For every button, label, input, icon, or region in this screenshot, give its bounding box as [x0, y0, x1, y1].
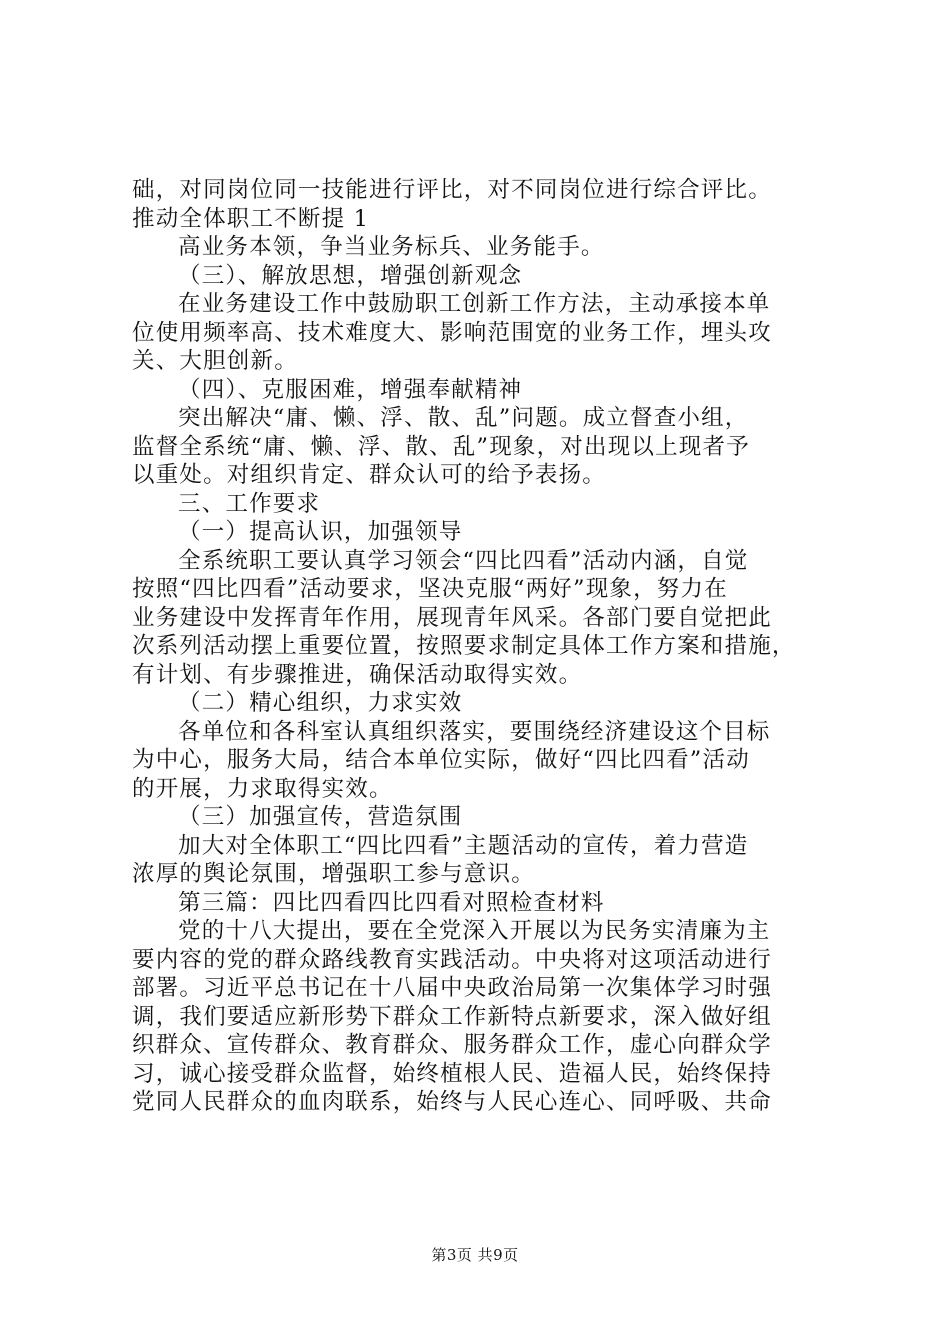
text-line: 推动全体职工不断提 1 — [132, 205, 370, 232]
text-line: 为中心，服务大局，结合本单位实际，做好“四比四看”活动 — [132, 747, 750, 773]
text-line: 按照“四比四看”活动要求，坚决克服“两好”现象，努力在 — [132, 576, 728, 602]
text-line: 有计划、有步骤推进，确保活动取得实效。 — [132, 661, 583, 688]
text-line: 部署。习近平总书记在十八届中央政治局第一次集体学习时强 — [132, 975, 772, 1001]
text-line: 础，对同岗位同一技能进行评比，对不同岗位进行综合评比。 — [132, 177, 772, 203]
document-body — [132, 176, 832, 1117]
text-line: （三）加强宣传，营造氛围 — [178, 804, 463, 830]
text-line: （三）、解放思想，增强创新观念 — [178, 262, 523, 289]
text-line: 位使用频率高、技术难度大、影响范围宽的业务工作，埋头攻 — [132, 319, 772, 346]
text-line: （二）精心组织，力求实效 — [178, 690, 463, 716]
text-line: 党同人民群众的血肉联系，始终与人民心连心、同呼吸、共命 — [132, 1089, 772, 1115]
text-line: 习，诚心接受群众监督，始终植根人民、造福人民，始终保持 — [132, 1060, 772, 1087]
text-line: 关、大胆创新。 — [132, 348, 298, 374]
text-line: （四）、克服困难，增强奉献精神 — [178, 376, 523, 403]
text-line: 党的十八大提出，要在全党深入开展以为民务实清廉为主 — [178, 918, 771, 944]
page-footer: 第3页 共9页 — [431, 1246, 519, 1264]
text-line: 次系列活动摆上重要位置，按照要求制定具体工作方案和措施， — [132, 633, 796, 659]
text-line: 高业务本领，争当业务标兵、业务能手。 — [178, 234, 605, 260]
text-line: 监督全系统“庸、懒、浮、散、乱”现象，对出现以上现者予 — [132, 433, 750, 460]
text-line: 加大对全体职工“四比四看”主题活动的宣传，着力营造 — [178, 832, 749, 859]
text-line: 以重处。对组织肯定、群众认可的给予表扬。 — [132, 462, 607, 488]
text-line: 业务建设中发挥青年作用，展现青年风采。各部门要自觉把此 — [132, 604, 772, 631]
text-line: 调，我们要适应新形势下群众工作新特点新要求，深入做好组 — [132, 1003, 772, 1030]
text-line: 的开展，力求取得实效。 — [132, 775, 393, 802]
text-line: 织群众、宣传群众、教育群众、服务群众工作，虚心向群众学 — [132, 1032, 772, 1058]
text-line: 在业务建设工作中鼓励职工创新工作方法，主动承接本单 — [178, 291, 771, 317]
text-line: 各单位和各科室认真组织落实，要围绕经济建设这个目标 — [178, 718, 771, 745]
text-line: 浓厚的舆论氛围，增强职工参与意识。 — [132, 861, 535, 887]
text-line: 要内容的党的群众路线教育实践活动。中央将对这项活动进行 — [132, 946, 772, 973]
text-line: 三、工作要求 — [178, 490, 321, 517]
text-line: 突出解决“庸、懒、浮、散、乱”问题。成立督查小组， — [178, 405, 749, 431]
text-line: 全系统职工要认真学习领会“四比四看”活动内涵，自觉 — [178, 547, 749, 574]
text-line: （一）提高认识，加强领导 — [178, 519, 463, 545]
text-line: 第三篇：四比四看四比四看对照检查材料 — [178, 889, 605, 916]
